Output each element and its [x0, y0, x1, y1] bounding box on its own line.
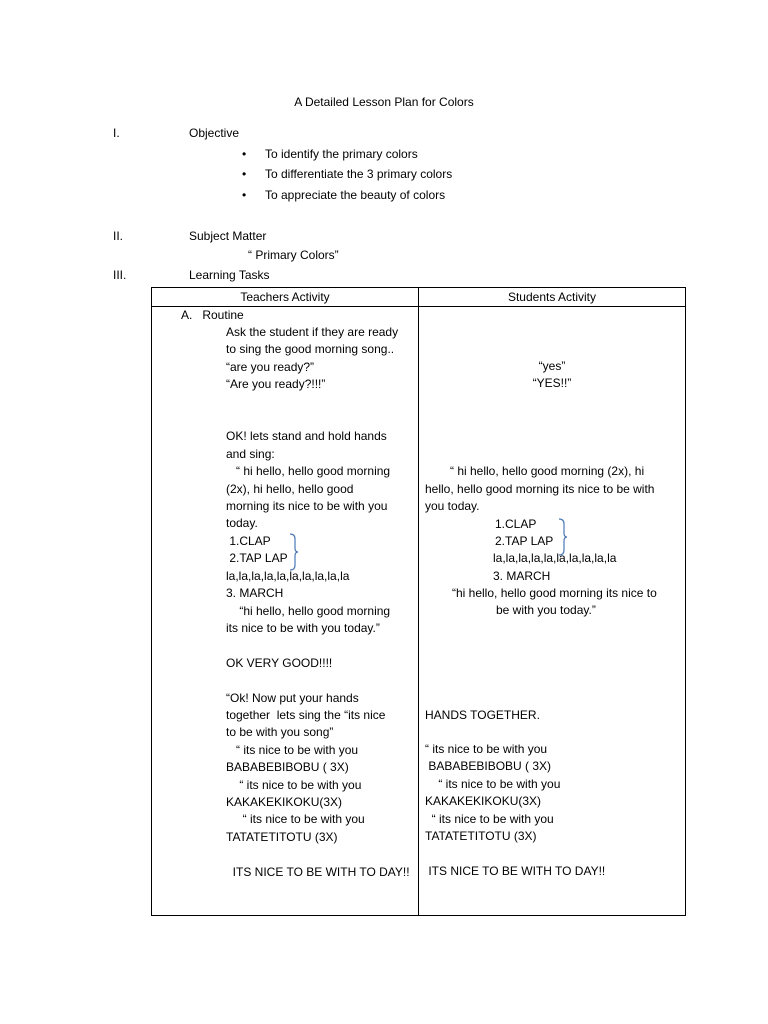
student-song-line: “ hi hello, hello good morning (2x), hi — [450, 464, 645, 478]
teacher-line: Ask the student if they are ready — [226, 325, 399, 339]
teacher-line: morning its nice to be with you — [226, 499, 388, 514]
student-nice-line: ITS NICE TO BE WITH TO DAY!! — [425, 863, 606, 878]
column-divider — [418, 288, 419, 915]
student-nice-line: “ its nice to be with you — [425, 742, 548, 756]
teacher-line — [226, 637, 410, 654]
teacher-line: (2x), hi hello, hello good — [226, 481, 354, 496]
student-march: 3. MARCH — [493, 569, 551, 583]
section-numeral-objective: I. — [113, 126, 120, 140]
teacher-line: “ hi hello, hello good morning — [226, 464, 391, 479]
student-la-line: la,la,la,la,la,la,la,la,la,la — [493, 551, 617, 565]
teacher-line: “Ok! Now put your hands — [226, 690, 359, 705]
teacher-line — [226, 846, 410, 863]
student-nice-line: “ its nice to be with you — [425, 776, 561, 791]
section-heading-objective: Objective — [189, 126, 240, 140]
student-tap-lap: 2.TAP LAP — [495, 534, 554, 548]
teacher-line: “hi hello, hello good morning — [226, 603, 391, 618]
teacher-line: “ its nice to be with you — [226, 742, 359, 757]
student-song-line: hello, hello good morning its nice to be with — [425, 482, 655, 496]
student-yes: “yes” — [538, 359, 566, 373]
teacher-line: “ its nice to be with you — [226, 812, 365, 827]
teacher-line: “ its nice to be with you — [226, 777, 362, 792]
student-nice-line: BABABEBIBOBU ( 3X) — [425, 759, 552, 774]
teacher-line: 3. MARCH — [226, 586, 284, 601]
teacher-line: ITS NICE TO BE WITH TO DAY!! — [226, 864, 410, 879]
teacher-activity-text — [226, 324, 410, 881]
student-nice-line: TATATETITOTU (3X) — [425, 829, 537, 844]
teacher-line — [226, 394, 410, 411]
teacher-line: KAKAKEKIKOKU(3X) — [226, 794, 343, 809]
teacher-line: “are you ready?” — [226, 359, 315, 374]
teacher-line: 1.CLAP — [226, 533, 271, 548]
teacher-line: today. — [226, 516, 258, 531]
teacher-line — [226, 672, 410, 689]
teacher-line: its nice to be with you today.” — [226, 620, 380, 635]
bullet-icon: • — [242, 188, 247, 202]
student-nice-line — [425, 845, 605, 862]
teacher-line: to sing the good morning song.. — [226, 342, 395, 357]
objective-item: To differentiate the 3 primary colors — [265, 167, 453, 181]
section-heading-subject: Subject Matter — [189, 229, 267, 243]
student-hello-line: “hi hello, hello good morning its nice to — [452, 586, 657, 600]
student-nice-line: “ its nice to be with you — [425, 811, 554, 826]
header-students: Students Activity — [507, 290, 597, 304]
teacher-line: together lets sing the “its nice — [226, 707, 386, 722]
subject-value: “ Primary Colors” — [248, 248, 339, 262]
section-numeral-subject: II. — [113, 229, 124, 243]
teacher-line — [226, 411, 410, 428]
section-numeral-learning: III. — [113, 268, 127, 282]
teacher-line: la,la,la,la,la,la,la,la,la,la — [226, 568, 350, 583]
teacher-line: BABABEBIBOBU ( 3X) — [226, 760, 349, 775]
student-hello-line: be with you today.” — [496, 603, 596, 617]
header-teachers: Teachers Activity — [240, 290, 330, 304]
teacher-line: to be with you song” — [226, 725, 334, 740]
bullet-icon: • — [242, 147, 247, 161]
student-clap: 1.CLAP — [495, 517, 537, 531]
teacher-line: “Are you ready?!!!” — [226, 377, 326, 392]
teacher-line: and sing: — [226, 446, 275, 461]
student-yes-loud: “YES!!” — [532, 376, 572, 390]
student-nice-line: KAKAKEKIKOKU(3X) — [425, 794, 542, 809]
student-hands-together: HANDS TOGETHER. — [425, 708, 540, 722]
teacher-line: OK VERY GOOD!!!! — [226, 655, 333, 670]
student-nice-song — [425, 741, 605, 880]
teacher-line: TATATETITOTU (3X) — [226, 829, 338, 844]
routine-label: A. Routine — [181, 308, 244, 322]
section-heading-learning: Learning Tasks — [189, 268, 270, 282]
page-title: A Detailed Lesson Plan for Colors — [294, 95, 474, 109]
teacher-line: 2.TAP LAP — [226, 551, 288, 566]
bullet-icon: • — [242, 167, 247, 181]
brace-icon — [289, 533, 299, 574]
teacher-line: OK! lets stand and hold hands — [226, 429, 387, 444]
learning-tasks-table — [151, 287, 686, 916]
objective-item: To appreciate the beauty of colors — [265, 188, 446, 202]
student-song-line: you today. — [425, 499, 480, 513]
objective-item: To identify the primary colors — [265, 147, 418, 161]
